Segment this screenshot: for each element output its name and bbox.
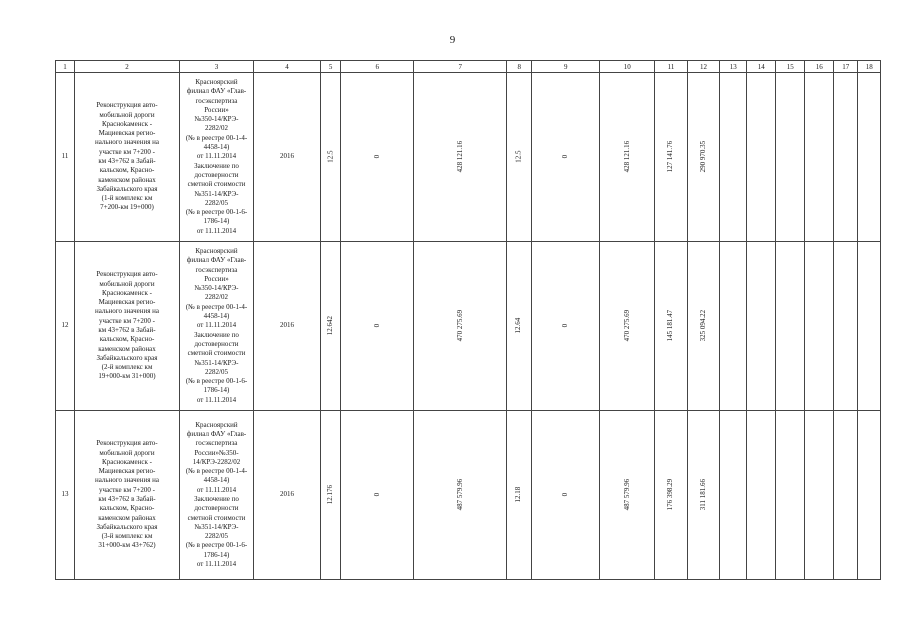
cost-col11-cell — [655, 242, 688, 411]
cost-col10-cell-text: 470 275.69 — [622, 310, 631, 342]
total-cost-cell — [414, 242, 507, 411]
total-cost-cell-text: 470 275.69 — [455, 310, 464, 342]
cost-col10-cell-text: 487 579.96 — [622, 479, 631, 511]
cost-col11-cell — [655, 411, 688, 580]
value-col9-cell — [532, 242, 600, 411]
year-cell: 2016 — [254, 411, 321, 580]
table-row — [56, 411, 881, 580]
empty-cell-col13 — [720, 73, 747, 242]
length-rounded-cell-text: 12.64 — [514, 318, 523, 334]
cost-col12-cell — [687, 242, 720, 411]
column-number-cell: 10 — [600, 61, 655, 73]
cost-col12-cell — [687, 73, 720, 242]
cost-col11-cell-text: 176 398.29 — [666, 479, 675, 511]
empty-cell-col18 — [858, 242, 881, 411]
cost-col10-cell — [600, 411, 655, 580]
length-rounded-cell-text: 12.5 — [514, 150, 523, 164]
total-cost-cell-text: 487 579.96 — [455, 479, 464, 511]
cost-col11-cell — [655, 73, 688, 242]
row-number-cell: 12 — [56, 242, 75, 411]
cost-col12-cell-text: 325 094.22 — [698, 310, 707, 342]
page-number: 9 — [449, 34, 456, 46]
project-title-cell: Реконструкция авто- мобильной дороги Краснокаменск - Мациевская регио- нального значения на участке км 7+200 - км 43+762 в Забай- кальском, Красно- каменском районах Забайкальского края (2-й комплекс км 19+000-км 31+000) — [75, 242, 180, 411]
empty-cell-col18 — [858, 411, 881, 580]
empty-cell-col17 — [834, 73, 858, 242]
cost-col10-cell — [600, 73, 655, 242]
project-title-cell: Реконструкция авто- мобильной дороги Красноkаменск - Мациевская регио- нального значения на участке км 7+200 - км 43+762 в Забай- кальском, Красно- каменском районах Забайкальского края (1-й комплекс км 7+200-км 19+000) — [75, 73, 180, 242]
length-rounded-cell — [507, 411, 532, 580]
length-cell-text: 12.176 — [325, 485, 334, 505]
total-cost-cell — [414, 411, 507, 580]
value-col9-cell — [532, 411, 600, 580]
empty-cell-col15 — [776, 411, 805, 580]
column-number-cell: 12 — [687, 61, 720, 73]
cost-col11-cell-text: 145 181.47 — [666, 310, 675, 342]
value-col6-cell — [341, 73, 414, 242]
column-number-cell: 9 — [532, 61, 600, 73]
empty-cell-col18 — [858, 73, 881, 242]
cost-col12-cell — [687, 411, 720, 580]
empty-cell-col14 — [747, 242, 776, 411]
column-number-cell: 15 — [776, 61, 805, 73]
column-number-cell: 5 — [321, 61, 341, 73]
empty-cell-col15 — [776, 73, 805, 242]
column-number-cell: 3 — [180, 61, 254, 73]
length-rounded-cell — [507, 73, 532, 242]
total-cost-cell — [414, 73, 507, 242]
expertise-cell: Красноярский филиал ФАУ «Глав- госэкспертиза России» №350-14/КРЭ- 2282/02 (№ в реестре 00-1-4- 4458-14) от 11.11.2014 Заключение по достоверности сметной стоимости №351-14/КРЭ- 2282/05 (№ в реестре 00-1-6- 1786-14) от 11.11.2014 — [180, 242, 254, 411]
table-row — [56, 73, 881, 242]
empty-cell-col17 — [834, 242, 858, 411]
expertise-cell: Красноярский филиал ФАУ «Глав- госэкспертиза России»№350- 14/КРЭ-2282/02 (№ в реестре 00-1-4- 4458-14) от 11.11.2014 Заключение по достоверности сметной стоимости №351-14/КРЭ- 2282/05 (№ в реестре 00-1-6- 1786-14) от 11.11.2014 — [180, 411, 254, 580]
expertise-cell: Красноярский филиал ФАУ «Глав- госэкспертиза России» №350-14/КРЭ- 2282/02 (№ в реестре 00-1-4- 4458-14) от 11.11.2014 Заключение по достоверности сметной стоимости №351-14/КРЭ- 2282/05 (№ в реестре 00-1-6- 1786-14) от 11.11.2014 — [180, 73, 254, 242]
value-col9-cell-text: 0 — [561, 155, 570, 159]
column-number-cell: 11 — [655, 61, 688, 73]
column-number-cell: 8 — [507, 61, 532, 73]
empty-cell-col15 — [776, 242, 805, 411]
column-number-cell: 2 — [75, 61, 180, 73]
column-number-cell: 17 — [834, 61, 858, 73]
table-row — [56, 242, 881, 411]
total-cost-cell-text: 428 121.16 — [455, 141, 464, 173]
row-number-cell: 13 — [56, 411, 75, 580]
value-col6-cell-text: 0 — [372, 493, 381, 497]
empty-cell-col16 — [805, 73, 834, 242]
value-col6-cell — [341, 411, 414, 580]
length-cell-text: 12.642 — [325, 316, 334, 336]
length-cell — [321, 73, 341, 242]
length-cell — [321, 242, 341, 411]
cost-col10-cell-text: 428 121.16 — [622, 141, 631, 173]
empty-cell-col13 — [720, 242, 747, 411]
column-number-cell: 4 — [254, 61, 321, 73]
data-table — [55, 60, 881, 580]
value-col6-cell-text: 0 — [372, 155, 381, 159]
length-rounded-cell — [507, 242, 532, 411]
project-title-cell: Реконструкция авто- мобильной дороги Краснокаменск - Мациевская регио- нального значения на участке км 7+200 - км 43+762 в Забай- кальском, Красно- каменском районах Забайкальского края (3-й комплекс км 31+000-км 43+762) — [75, 411, 180, 580]
value-col9-cell-text: 0 — [561, 493, 570, 497]
empty-cell-col16 — [805, 242, 834, 411]
column-number-cell: 13 — [720, 61, 747, 73]
row-number-cell: 11 — [56, 73, 75, 242]
column-number-cell: 6 — [341, 61, 414, 73]
column-number-cell: 1 — [56, 61, 75, 73]
empty-cell-col17 — [834, 411, 858, 580]
cost-col10-cell — [600, 242, 655, 411]
column-number-cell: 18 — [858, 61, 881, 73]
length-rounded-cell-text: 12.18 — [514, 487, 523, 503]
length-cell — [321, 411, 341, 580]
value-col6-cell-text: 0 — [372, 324, 381, 328]
cost-col12-cell-text: 290 970.35 — [698, 141, 707, 173]
empty-cell-col16 — [805, 411, 834, 580]
year-cell: 2016 — [254, 73, 321, 242]
column-number-cell: 14 — [747, 61, 776, 73]
empty-cell-col14 — [747, 73, 776, 242]
length-cell-text: 12.5 — [325, 150, 334, 164]
column-number-header-row — [56, 61, 881, 73]
cost-col11-cell-text: 127 141.76 — [666, 141, 675, 173]
year-cell: 2016 — [254, 242, 321, 411]
column-number-cell: 7 — [414, 61, 507, 73]
empty-cell-col14 — [747, 411, 776, 580]
cost-col12-cell-text: 311 181.66 — [698, 479, 707, 511]
value-col9-cell — [532, 73, 600, 242]
empty-cell-col13 — [720, 411, 747, 580]
column-number-cell: 16 — [805, 61, 834, 73]
value-col6-cell — [341, 242, 414, 411]
value-col9-cell-text: 0 — [561, 324, 570, 328]
